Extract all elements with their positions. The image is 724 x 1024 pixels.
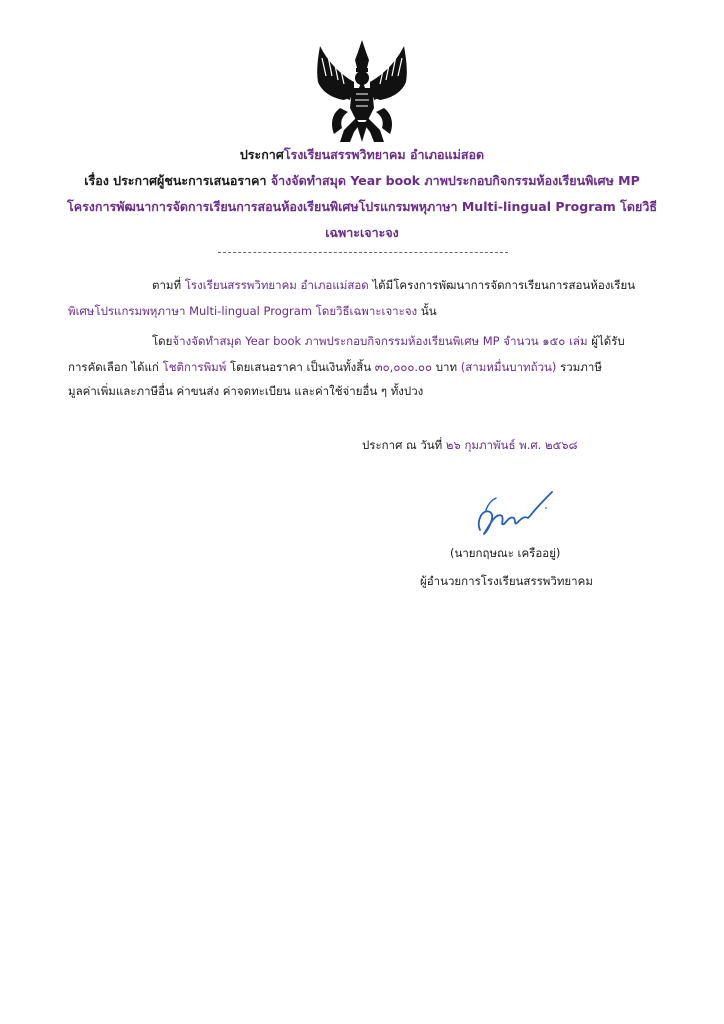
paragraph2-line1: โดยจ้างจัดทำสมุด Year book ภาพประกอบกิจกรรมห้องเรียนพิเศษ MP จำนวน ๑๕๐ เล่ม ผู้ได้รับ	[152, 334, 625, 348]
paragraph2-line2: การคัดเลือก ได้แก่ โชติการพิมพ์ โดยเสนอราคา เป็นเงินทั้งสิ้น ๓๐,๐๐๐.๐๐ บาท (สามหมื่นบาทถ้วน) รวมภาษี	[68, 360, 602, 374]
signatory-position: ผู้อำนวยการโรงเรียนสรรพวิทยาคม	[420, 574, 593, 588]
paragraph1-line1: ตามที่ โรงเรียนสรรพวิทยาคม อำเภอแม่สอด ได้มีโครงการพัฒนาการจัดการเรียนการสอนห้องเรียน	[152, 278, 636, 292]
paragraph2-line3: มูลค่าเพิ่มและภาษีอื่น ค่าขนส่ง ค่าจดทะเบียน และค่าใช้จ่ายอื่น ๆ ทั้งปวง	[68, 384, 424, 398]
signatory-name: (นายกฤษณะ เครืออยู่)	[450, 546, 561, 560]
project-name-line2: เฉพาะเจาะจง	[325, 225, 399, 240]
header-divider	[218, 252, 508, 253]
announcement-subject: เรื่อง ประกาศผู้ชนะการเสนอราคา จ้างจัดทำสมุด Year book ภาพประกอบกิจกรรมห้องเรียนพิเศษ MP	[84, 173, 640, 188]
garuda-emblem-icon	[310, 38, 414, 144]
paragraph1-line2: พิเศษโปรแกรมพหุภาษา Multi-lingual Program โดยวิธีเฉพาะเจาะจง นั้น	[68, 304, 437, 318]
announcement-title: ประกาศโรงเรียนสรรพวิทยาคม อำเภอแม่สอด	[239, 147, 485, 162]
project-name-line1: โครงการพัฒนาการจัดการเรียนการสอนห้องเรียนพิเศษโปรแกรมพหุภาษา Multi-lingual Program โดยวิธี	[67, 199, 657, 214]
announcement-date: ประกาศ ณ วันที่ ๒๖ กุมภาพันธ์ พ.ศ. ๒๕๖๘	[362, 438, 578, 452]
handwritten-signature	[466, 486, 556, 538]
